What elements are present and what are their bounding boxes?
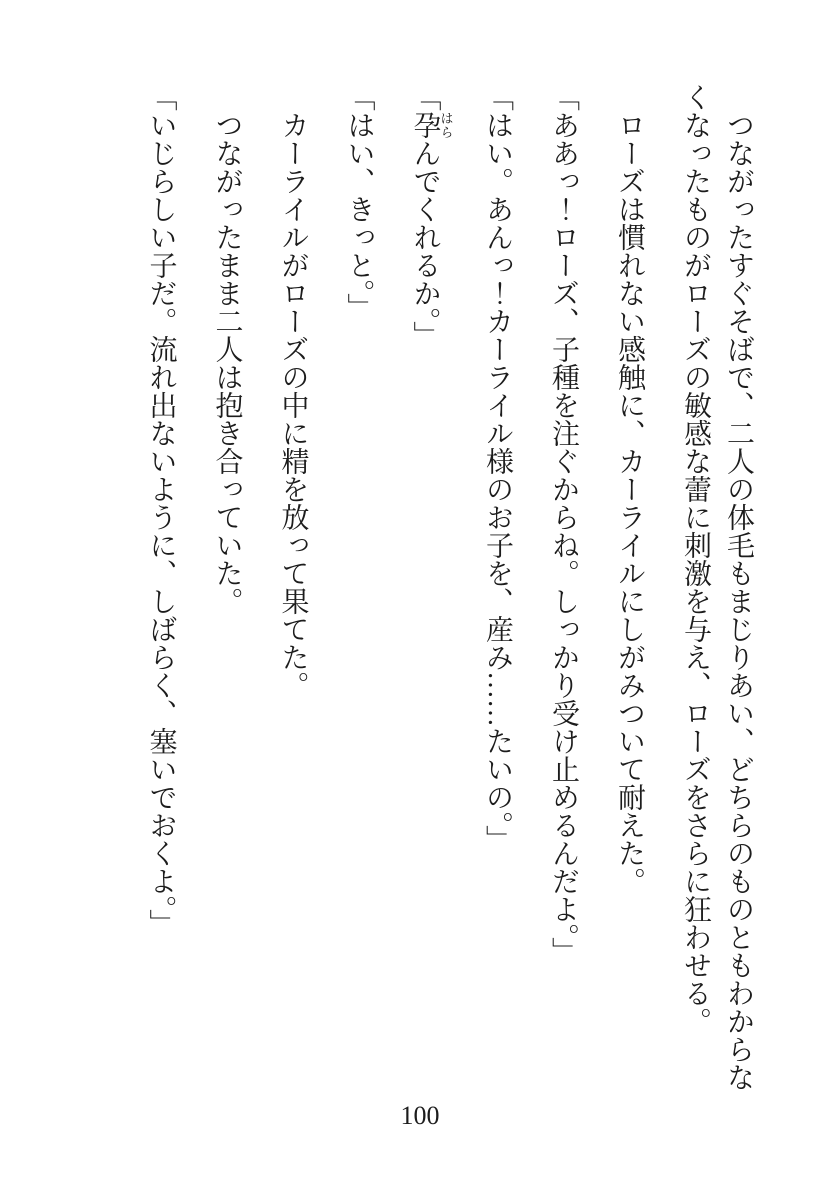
paragraph-dialogue: 「はい。あんっ！カーライル様のお子を、産み……たいの。」	[482, 83, 513, 853]
vertical-text-area	[140, 83, 761, 1091]
paragraph-dialogue: 「はい、きっと。」	[343, 83, 375, 321]
paragraph-dialogue: 「孕はらんでくれるか。」	[409, 83, 454, 349]
paragraph-narration: カーライルがローズの中に精を放って果てた。	[277, 111, 309, 699]
paragraph-narration: つながったまま二人は抱き合っていた。	[211, 111, 243, 615]
paragraph-narration: ローズは慣れない感触に、カーライルにしがみついて耐えた。	[614, 111, 645, 895]
ruby-annotated-kanji: 孕はら	[409, 111, 454, 139]
paragraph-narration: つながったすぐそばで、二人の体毛もまじりあい、どちらのものともわからなくなったものがローズの敏感な蕾に刺激を与え、ローズをさらに狂わせる。	[680, 83, 754, 1091]
page-number: 100	[400, 1101, 440, 1130]
paragraph-dialogue: 「ああっ！ローズ、子種を注ぐからね。しっかり受け止めるんだよ。」	[548, 83, 579, 965]
paragraph-dialogue: 「いじらしい子だ。流れ出ないように、しばらく、塞いでおくよ。」	[145, 83, 177, 937]
